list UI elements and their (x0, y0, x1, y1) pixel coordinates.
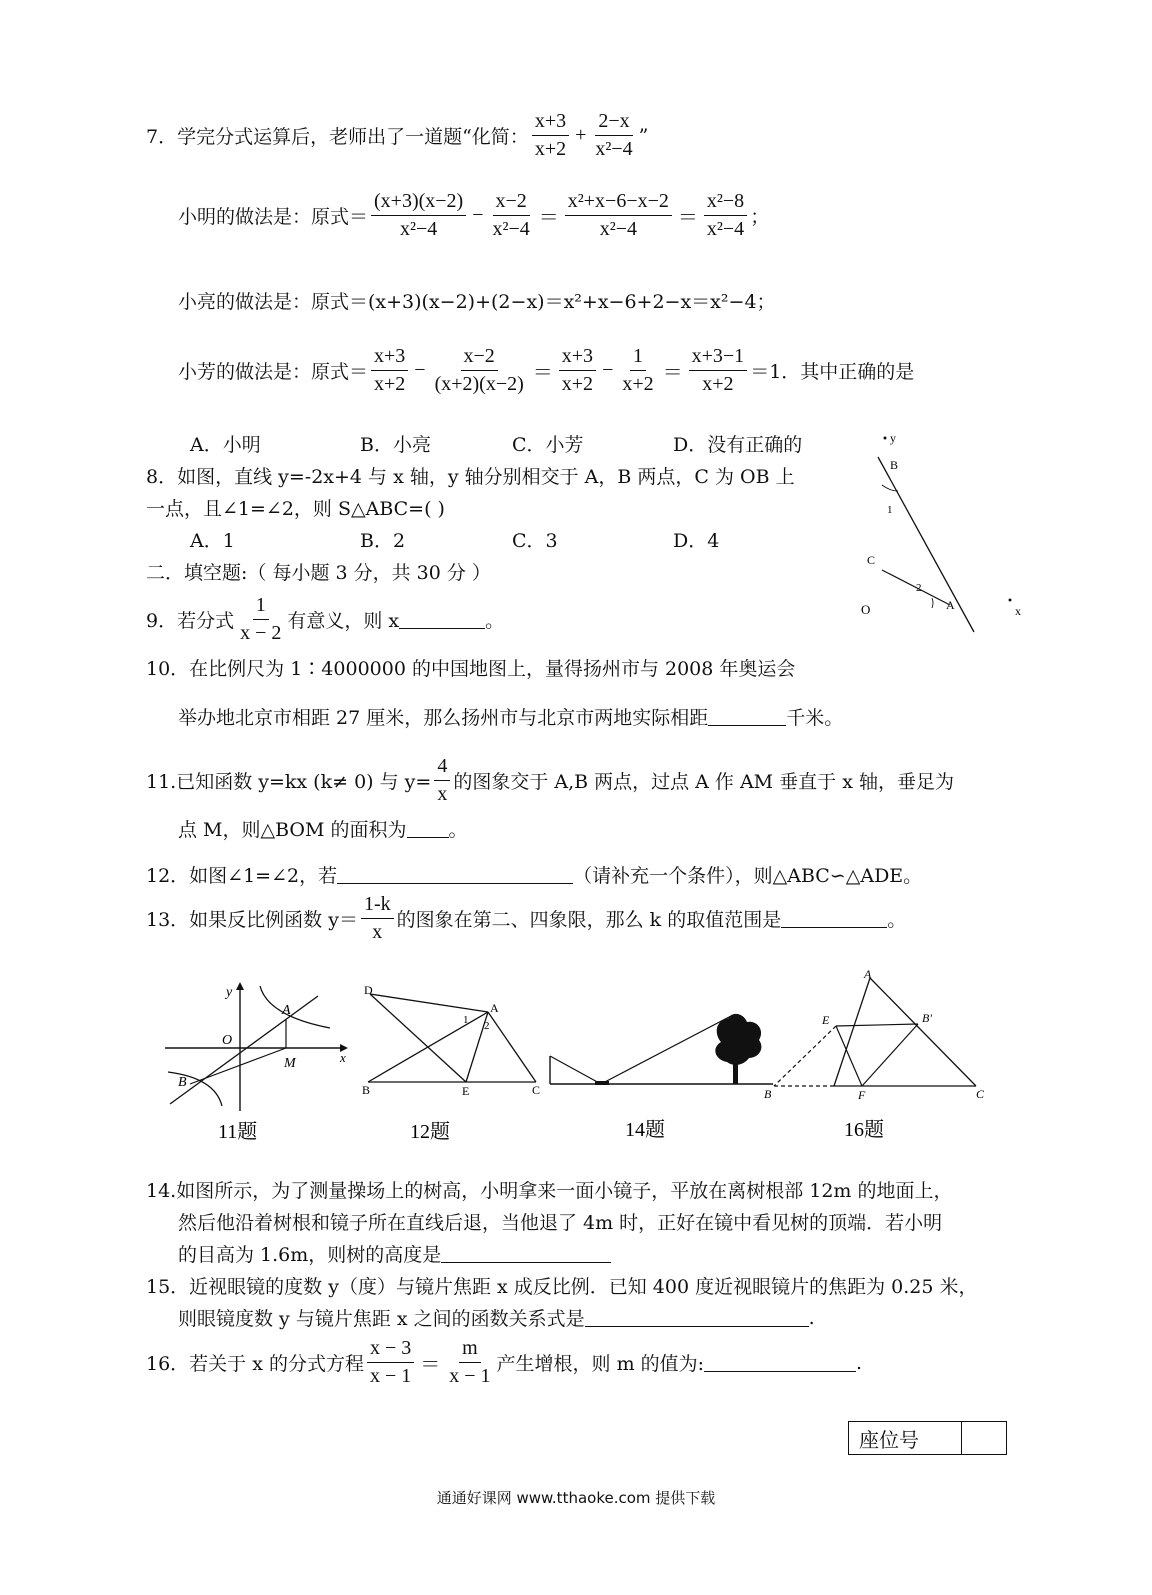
q10-line-1: 10．在比例尺为 1∶4000000 的中国地图上，量得扬州市与 2008 年奥运会 (146, 658, 796, 680)
fig11-line-y-kx (170, 996, 318, 1104)
fig11-bm-segment (190, 1048, 286, 1084)
q7-xiaoming-method: 小明的做法是：原式＝ $\frac{(x+3)(x-2)}{\text{x²−4}}$ − $\frac{x-2}{\text{x²−4}}$ ＝ $\frac{\text{x²+x−6−x−2}}{\text{x²−4}}$ ＝ $\frac{\text{x²−8}}{\text{x²−4}}$ ； (178, 190, 770, 240)
figure-12 (360, 982, 550, 1146)
fig16-line-ef (836, 1026, 862, 1086)
q8-label-2: 2 (916, 582, 922, 594)
fig12-line-da (370, 994, 488, 1012)
fig11-label-m: M (284, 1056, 296, 1071)
fig11-label-x: x (340, 1050, 346, 1065)
q16-answer-blank[interactable] (704, 1353, 856, 1372)
fig16-line-ac (870, 978, 976, 1086)
fig16-label-a: A (864, 967, 872, 981)
fig11-caption: 11题 (218, 1121, 258, 1143)
fig16-line-b-prime-f (862, 1024, 918, 1086)
fig16-label-b: B (764, 1087, 772, 1101)
fig11-label-o: O (222, 1033, 233, 1048)
fig12-line-de (370, 994, 466, 1082)
q7-xiaoliang-method: 小亮的做法是：原式＝(x+3)(x−2)+(2−x)＝x²+x−6+2−x＝x²−4； (178, 291, 776, 313)
q8-label-c: C (867, 553, 876, 567)
fig12-label-b: B (362, 1083, 371, 1097)
q8-option-c: C．3 (512, 530, 558, 552)
q9-answer-blank[interactable] (399, 610, 485, 629)
q8-option-d: D．4 (673, 530, 720, 552)
q8-line-1: 8．如图，直线 y=-2x+4 与 x 轴，y 轴分别相交于 A，B 两点，C 为 OB 上 (146, 466, 795, 488)
fig11-hyperbola-upper (260, 986, 330, 1028)
fig11-hyperbola-lower (168, 1072, 222, 1106)
q15-answer-blank[interactable] (585, 1308, 809, 1327)
q8-option-b: B．2 (360, 530, 406, 552)
q13-fraction: $\frac{1-k}{x}$ (361, 893, 394, 944)
q13-answer-blank[interactable] (781, 909, 887, 928)
q8-line-2: 一点，且∠1=∠2，则 S△ABC=( ) (146, 498, 445, 520)
fig11-label-a: A (282, 1003, 291, 1018)
q8-figure (850, 425, 1050, 640)
q8-label-1: 1 (887, 504, 893, 516)
q14-line-1: 14.如图所示，为了测量操场上的树高，小明拿来一面小镜子，平放在离树根部 12m 的地面上， (146, 1180, 953, 1202)
q7-option-a: A．小明 (190, 434, 261, 456)
q11-line-1: 11.已知函数 y=kx (k≠ 0) 与 y= $\frac{4}{x}$ 的图象交于 A,B 两点，过点 A 作 AM 垂直于 x 轴，垂足为 (146, 755, 954, 805)
q15-line-1: 15．近视眼镜的度数 y（度）与镜片焦距 x 成反比例．已知 400 度近视眼镜片的焦距为 0.25 米， (146, 1276, 978, 1298)
fig12-line-ac (488, 1012, 536, 1082)
q16-fraction-left: $\frac{x - 3}{x - 1}$ (367, 1337, 414, 1388)
figure-16 (762, 966, 992, 1146)
fig12-caption: 12题 (410, 1121, 450, 1143)
q8-label-x: x (1015, 604, 1021, 618)
q14-line-2: 然后他沿着树根和镜子所在直线后退，当他退了 4m 时，正好在镜中看见树的顶端．若小明 (178, 1212, 943, 1234)
q7-title: 7．学完分式运算后，老师出了一道题“化简： $\frac{x+3}{x+2}$ + $\frac{2-x}{\text{x²−4}}$ ” (146, 110, 649, 160)
fig14-sight-line (550, 1056, 601, 1084)
q8-label-o: O (861, 602, 871, 617)
q10-answer-blank[interactable] (708, 707, 786, 726)
fig12-label-c: C (532, 1083, 541, 1097)
fig14-tree-crown (715, 1014, 761, 1065)
q7-option-c: C．小芳 (512, 434, 584, 456)
fig11-label-y: y (226, 985, 233, 1000)
fig12-label-e: E (462, 1084, 470, 1098)
fig16-label-b-prime: B' (922, 1011, 932, 1025)
q14-line-3: 的目高为 1.6m，则树的高度是 (178, 1240, 611, 1267)
fig14-reflect-line (601, 1016, 731, 1084)
q8-label-b: B (890, 458, 899, 472)
figure-14 (545, 1000, 785, 1146)
q11-fraction: $\frac{4}{x}$ (434, 755, 450, 806)
section-2-heading: 二．填空题:（ 每小题 3 分，共 30 分 ） (146, 562, 491, 584)
fig14-mirror (595, 1081, 609, 1085)
q7-fraction-1: $\frac{x+3}{x+2}$ (532, 110, 569, 161)
seat-number-box (848, 1421, 1007, 1455)
fig12-label-1: 1 (463, 1014, 469, 1026)
fig14-caption: 14题 (625, 1119, 665, 1141)
fig16-label-c: C (976, 1087, 985, 1101)
y-axis-dot (884, 437, 887, 440)
q12-answer-blank[interactable] (337, 865, 573, 884)
seat-number-field[interactable] (962, 1422, 1006, 1454)
fig16-line-eb-prime (836, 1024, 918, 1026)
q11-line-2: 点 M，则△BOM 的面积为 。 (178, 819, 468, 841)
q12: 12．如图∠1=∠2，若 （请补充一个条件），则△ABC∽△ADE。 (146, 865, 923, 887)
fig12-label-2: 2 (484, 1020, 490, 1032)
q7-option-b: B．小亮 (360, 434, 431, 456)
footer-source: 通通好课网 www.tthaoke.com 提供下载 (436, 1489, 716, 1507)
q13: 13．如果反比例函数 y＝ $\frac{1-k}{x}$ 的图象在第二、四象限，那么 k 的取值范围是 。 (146, 893, 907, 943)
seat-number-label: 座位号 (849, 1422, 962, 1454)
fig16-dashed-eb (774, 1026, 836, 1086)
q9: 9．若分式 $\frac{1}{x - 2}$ 有意义，则 x 。 (146, 594, 505, 644)
q16: 16．若关于 x 的分式方程 $\frac{x - 3}{x - 1}$ ＝ $\frac{m}{x - 1}$ 产生增根，则 m 的值为: . (146, 1337, 863, 1387)
line-ab (878, 457, 974, 632)
figure-11 (160, 976, 360, 1146)
fig16-line-ab (834, 978, 870, 1086)
angle-2-arc (932, 598, 933, 608)
fig16-label-f: F (858, 1088, 866, 1102)
q14-answer-blank[interactable] (441, 1244, 611, 1263)
fig12-label-d: D (364, 983, 373, 997)
fig16-caption: 16题 (844, 1119, 884, 1141)
q7-fraction-2: $\frac{2-x}{\text{x²−4}}$ (595, 110, 633, 160)
q8-option-a: A．1 (190, 530, 235, 552)
fig12-label-a: A (490, 1001, 499, 1015)
q9-fraction: $\frac{1}{x - 2}$ (240, 594, 282, 644)
q11-answer-blank[interactable] (407, 819, 449, 838)
fig16-label-e: E (822, 1013, 830, 1027)
x-axis-dot (1009, 599, 1012, 602)
q15-line-2: 则眼镜度数 y 与镜片焦距 x 之间的函数关系式是 . (178, 1306, 815, 1330)
q7-intro: 7．学完分式运算后，老师出了一道题“化简： (146, 126, 529, 148)
fig11-label-b: B (178, 1075, 187, 1090)
q7-xiaofang-method: 小芳的做法是：原式＝ $\frac{x+3}{x+2}$ − $\frac{x-2}{(x+2)(x-2)}$ ＝ $\frac{x+3}{x+2}$ − $\frac{1}{x+2}$ ＝ $\frac{x+3-1}{x+2}$ ＝1．其中正确的是 (178, 345, 915, 395)
q8-label-y: y (890, 431, 896, 445)
q10-line-2: 举办地北京市相距 27 厘米，那么扬州市与北京市两地实际相距 千米。 (178, 707, 844, 729)
q8-label-a: A (946, 598, 955, 612)
q16-fraction-right: $\frac{m}{x - 1}$ (449, 1337, 491, 1387)
fig11-y-arrow (236, 982, 244, 990)
q7-option-d: D．没有正确的 (673, 434, 803, 456)
